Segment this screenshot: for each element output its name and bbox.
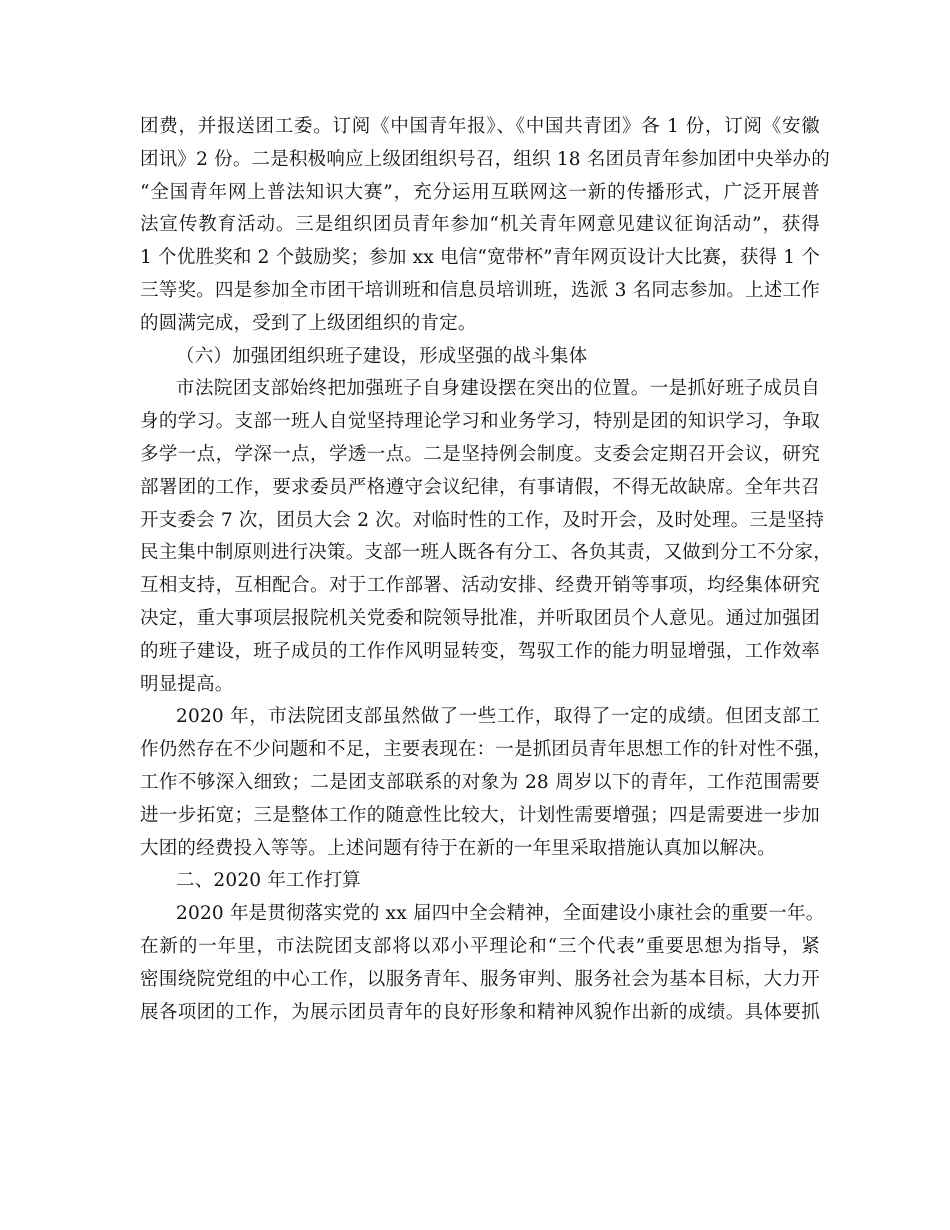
text-line: 2020 年是贯彻落实党的 xx 届四中全会精神，全面建设小康社会的重要一年。 (176, 903, 825, 925)
text-line: 开支委会 7 次，团员大会 2 次。对临时性的工作，及时开会，及时处理。三是坚持 (140, 509, 825, 531)
text-line: 2020 年，市法院团支部虽然做了一些工作，取得了一定的成绩。但团支部工 (176, 706, 820, 728)
text-line: 三等奖。四是参加全市团干培训班和信息员培训班，选派 3 名同志参加。上述工作 (140, 279, 820, 301)
text-line: 作仍然存在不少问题和不足，主要表现在：一是抓团员青年思想工作的针对性不强， (140, 739, 832, 761)
text-line: 进一步拓宽；三是整体工作的随意性比较大，计划性需要增强；四是需要进一步加 (140, 804, 820, 826)
text-line: （六）加强团组织班子建设，形成坚强的战斗集体 (176, 345, 588, 367)
text-line: 团讯》2 份。二是积极响应上级团组织号召，组织 18 名团员青年参加团中央举办的 (140, 148, 830, 170)
document-body (140, 111, 832, 1029)
text-line: 明显提高。 (140, 673, 234, 695)
text-line: 1 个优胜奖和 2 个鼓励奖；参加 xx 电信“宽带杯”青年网页设计大比赛，获得 1 个 (140, 247, 821, 269)
text-line: 在新的一年里，市法院团支部将以邓小平理论和“三个代表”重要思想为指导，紧 (140, 935, 820, 957)
text-line: “全国青年网上普法知识大赛”，充分运用互联网这一新的传播形式，广泛开展普 (140, 181, 820, 203)
text-line: 决定，重大事项层报院机关党委和院领导批准，并听取团员个人意见。通过加强团 (140, 607, 820, 629)
text-line: 互相支持，互相配合。对于工作部署、活动安排、经费开销等事项，均经集体研究 (140, 575, 820, 597)
text-line: 展各项团的工作，为展示团员青年的良好形象和精神风貌作出新的成绩。具体要抓 (140, 1001, 820, 1023)
text-line: 法宣传教育活动。三是组织团员青年参加“机关青年网意见建议征询活动”，获得 (140, 214, 820, 236)
text-line: 多学一点，学深一点，学透一点。二是坚持例会制度。支委会定期召开会议，研究 (140, 443, 820, 465)
text-line: 团费，并报送团工委。订阅《中国青年报》、《中国共青团》各 1 份，订阅《安徽 (140, 116, 820, 137)
text-line: 身的学习。支部一班人自觉坚持理论学习和业务学习，特别是团的知识学习，争取 (140, 411, 820, 433)
text-line: 密围绕院党组的中心工作，以服务青年、服务审判、服务社会为基本目标，大力开 (140, 968, 820, 990)
text-line: 二、2020 年工作打算 (176, 870, 361, 892)
text-line: 市法院团支部始终把加强班子自身建设摆在突出的位置。一是抓好班子成员自 (176, 378, 820, 400)
text-line: 的班子建设，班子成员的工作作风明显转变，驾驭工作的能力明显增强，工作效率 (140, 640, 820, 662)
text-line: 部署团的工作，要求委员严格遵守会议纪律，有事请假，不得无故缺席。全年共召 (140, 476, 820, 498)
text-line: 大团的经费投入等等。上述问题有待于在新的一年里采取措施认真加以解决。 (140, 837, 776, 859)
text-line: 的圆满完成，受到了上级团组织的肯定。 (140, 312, 477, 334)
text-line: 民主集中制原则进行决策。支部一班人既各有分工、各负其责，又做到分工不分家， (140, 542, 832, 564)
text-line: 工作不够深入细致；二是团支部联系的对象为 28 周岁以下的青年，工作范围需要 (140, 771, 820, 793)
